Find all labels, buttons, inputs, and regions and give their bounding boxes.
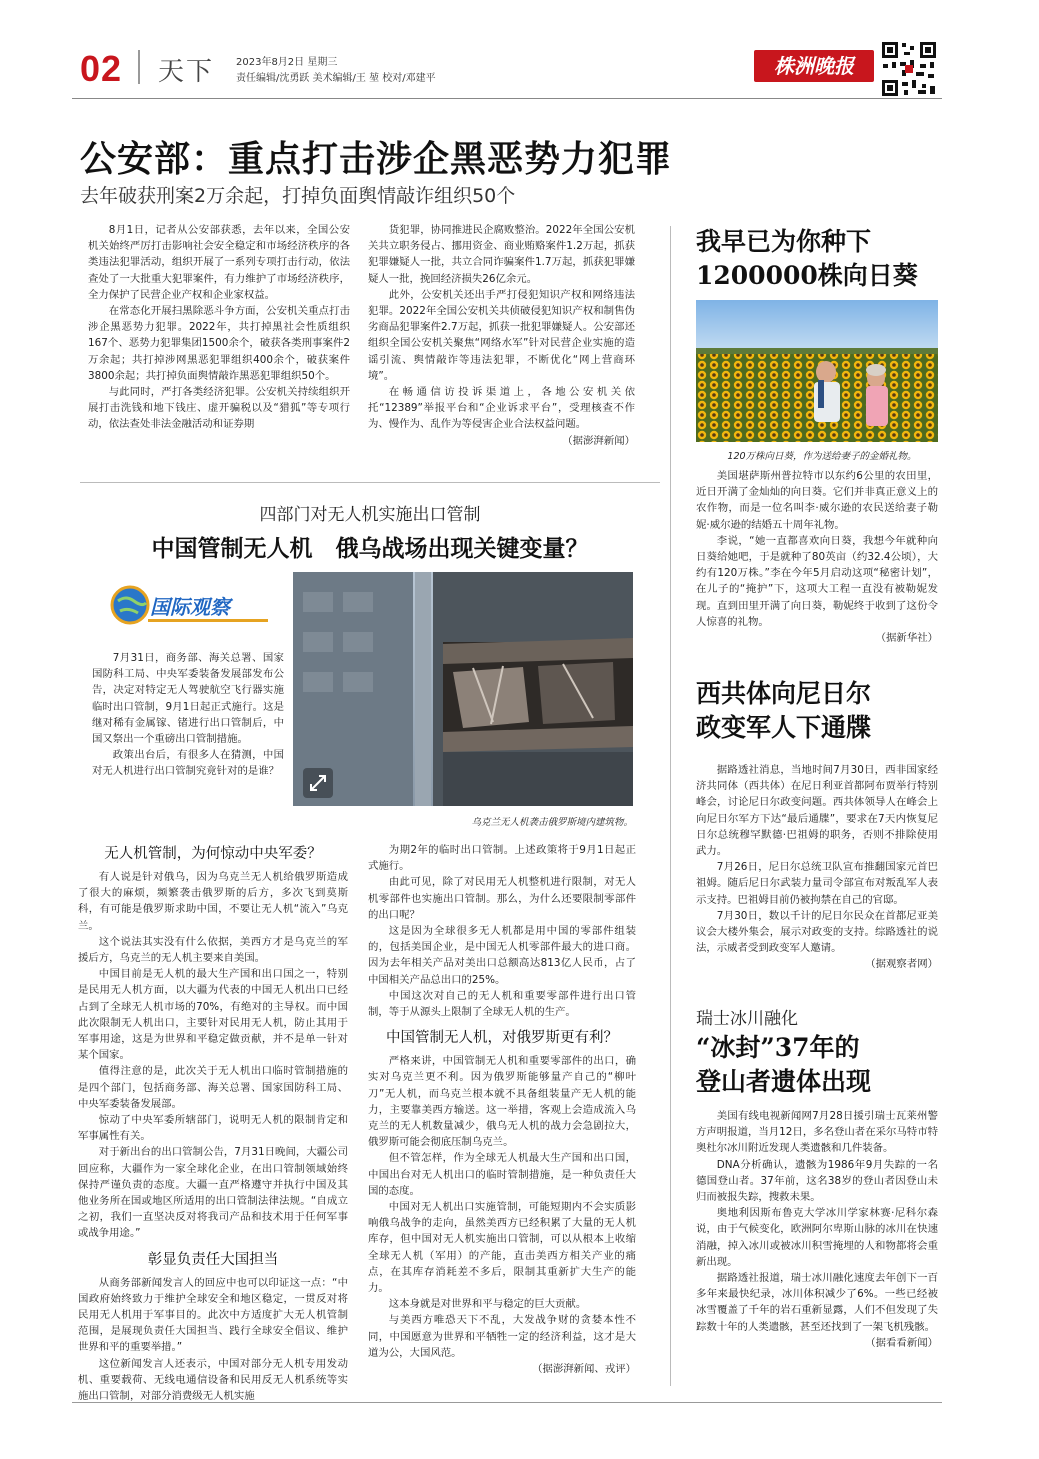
story-divider	[80, 482, 660, 483]
sunflower-headline-1: 我早已为你种下	[696, 227, 872, 256]
paragraph: 与美西方唯恐天下不乱，大发战争财的贪婪本性不同，中国愿意为世界和平牺牲一定的经济利益，这才是大道为公，大国风范。	[368, 1314, 636, 1359]
drone-intro	[92, 650, 284, 780]
paragraph: 由此可见，除了对民用无人机整机进行限制，对无人机零部件也实施出口管制。那么，为什么还要限制零部件的出口呢？	[368, 876, 636, 921]
section-heading: 无人机管制，为何惊动中央军委？	[104, 846, 322, 862]
paragraph: 奥地利因斯布鲁克大学冰川学家林赛·尼科尔森说，由于气候变化，欧洲阿尔卑斯山脉的冰川在快速消融，掉入冰川或被冰川积雪掩埋的人和物都将会重新出现。	[696, 1207, 938, 1268]
paragraph: 有人说是针对俄乌，因为乌克兰无人机给俄罗斯造成了很大的麻烦，频繁袭击俄罗斯的后方，多次飞到莫斯科，有可能是俄罗斯求助中国，不要让无人机“流入”乌克兰。	[78, 871, 348, 932]
paragraph: 美国有线电视新闻网7月28日援引瑞士瓦莱州警方声明报道，当月12日，多名登山者在采尔马特市特奥杜尔冰川附近发现人类遗骸和几件装备。	[696, 1110, 938, 1155]
paragraph: 这本身就是对世界和平与稳定的巨大贡献。	[388, 1298, 587, 1311]
page-number: 02	[80, 48, 123, 89]
globe-icon	[108, 583, 152, 627]
international-badge	[108, 583, 288, 627]
lead-subheadline: 去年破获刑案2万余起，打掉负面舆情敲诈组织50个	[80, 185, 516, 207]
drone-kicker: 四部门对无人机实施出口管制	[259, 505, 481, 525]
glacier-headline-2: 登山者遗体出现	[696, 1067, 872, 1096]
paragraph: 对于新出台的出口管制公告，7月31日晚间，大疆公司回应称，大疆作为一家全球化企业，在出口管制领域始终保持严谨负责的态度。大疆一直严格遵守并执行中国及其他业务所在国或地区所适用的出口管制法律法规。“自成立之初，我们一直坚决反对将我司产品和技术用于任何军事或战争用途。”	[78, 1146, 348, 1240]
glacier-kicker: 瑞士冰川融化	[696, 1009, 798, 1029]
paragraph: 据路透社报道，瑞士冰川融化速度去年创下一百多年来最快纪录，冰川体积减少了6%。一些已经被冰雪覆盖了千年的岩石重新显露，人们不但发现了失踪数十年的人类遗骸，甚至还找到了一架飞机残骸。	[696, 1272, 938, 1333]
header-rule	[72, 98, 942, 99]
glacier-body	[696, 1108, 938, 1351]
badge-label: 国际观察	[150, 595, 230, 619]
section-heading: 彰显负责任大国担当	[147, 1251, 279, 1268]
ecowas-headline-1: 西共体向尼日尔	[696, 679, 872, 708]
paragraph: 惊动了中央军委所辖部门，说明无人机的限制肯定和军事属性有关。	[78, 1114, 348, 1143]
sunflower-headline-2: 1200000株向日葵	[696, 261, 918, 290]
page-header	[72, 38, 942, 100]
section-heading: 中国管制无人机，对俄罗斯更有利？	[386, 1030, 618, 1047]
source-credit: （据澎湃新闻）	[562, 434, 635, 447]
paragraph: 从商务部新闻发言人的回应中也可以印证这一点：“中国政府始终致力于维护全球安全和地区稳定，一贯反对将民用无人机用于军事目的。此次中方适度扩大无人机管制范围，是展现负责任大国担当、践行全球安全倡议、维护世界和平的重要举措。”	[78, 1276, 348, 1354]
source-credit: （据看看新闻）	[865, 1336, 938, 1349]
column-divider	[670, 226, 671, 1386]
lead-headline: 公安部：重点打击涉企黑恶势力犯罪	[80, 139, 673, 180]
paragraph: 为期2年的临时出口管制。上述政策将于9月1日起正式施行。	[368, 844, 636, 873]
source-credit: （据观察者网）	[865, 958, 938, 971]
paragraph: 中国对无人机出口实施管制，可能短期内不会实质影响俄乌战争的走向，虽然美西方已经积累了大量的无人机库存，但中国对无人机实施出口管制，可以从根本上收缩全球无人机（军用）的产能，直击美西方相关产业的痛点，在其库存消耗差不多后，限制其重新扩大生产的能力。	[368, 1201, 636, 1295]
sunflower-photo	[696, 300, 938, 442]
paragraph: 在畅通信访投诉渠道上，各地公安机关依托“12389”举报平台和“企业诉求平台”，受理核查不作为、慢作为、乱作为等侵害企业合法权益问题。	[368, 386, 635, 431]
ecowas-body	[696, 762, 938, 973]
glacier-headline-1: “冰封”37年的	[696, 1033, 860, 1062]
paragraph: 据路透社消息，当地时间7月30日，西非国家经济共同体（西共体）在尼日利亚首都阿布贾举行特别峰会，讨论尼日尔政变问题。西共体领导人在峰会上向尼日尔军方下达“最后通牒”，要求在7天内恢复尼日尔总统穆罕默德·巴祖姆的职务，否则不排除使用武力。	[696, 764, 938, 858]
paragraph: 7月26日，尼日尔总统卫队宣布推翻国家元首巴祖姆。随后尼日尔武装力量司令部宣布对叛乱军人表示支持。巴祖姆目前仍被拘禁在自己的官邸。	[696, 861, 938, 906]
qr-code-icon	[880, 40, 938, 98]
source-credit: （据澎湃新闻、戎评）	[532, 1363, 636, 1376]
ecowas-headline-2: 政变军人下通牒	[696, 713, 872, 742]
paragraph: 这个说法其实没有什么依据，美西方才是乌克兰的军援后方，乌克兰的无人机主要来自美国。	[78, 935, 348, 965]
paragraph: 这是因为全球很多无人机都是用中国的零部件组装的，包括美国企业，是中国无人机零部件最大的进口商。因为去年相关产品对美出口总额高达813亿人民币，占了中国相关产品总出口的25%。	[368, 925, 636, 986]
paragraph: 美国堪萨斯州普拉特市以东约6公里的农田里，近日开满了金灿灿的向日葵。它们并非真正意义上的农作物，而是一位名叫李·威尔逊的农民送给妻子勒妮·威尔逊的结婚五十周年礼物。	[696, 470, 938, 531]
paragraph: 李说，“她一直都喜欢向日葵，我想今年就种向日葵给她吧，于是就种了80英亩（约32.4公顷），大约有120万株。”李在今年5月启动这项“秘密计划”，在儿子的“掩护”下，这项大工程一直没有被勒妮发现。直到田里开满了向日葵，勒妮终于收到了这份令人惊喜的礼物。	[696, 534, 938, 628]
paragraph: 8月1日，记者从公安部获悉，去年以来，全国公安机关始终严厉打击影响社会安全稳定和市场经济秩序的各类违法犯罪活动，组织开展了一系列专项打击行动，依法查处了一大批重大犯罪案件，有力维护了市场经济秩序，全力保护了民营企业产权和企业家权益。	[88, 224, 350, 301]
paragraph: 此外，公安机关还出手严打侵犯知识产权和网络违法犯罪。2022年全国公安机关共侦破侵犯知识产权和制售伪劣商品犯罪案件2.7万起，抓获一批犯罪嫌疑人。公安部还组织全国公安机关聚焦“网络水军”针对民营企业实施的造谣引流、舆情敲诈等违法犯罪，不断优化“网上营商环境”。	[368, 288, 635, 382]
drone-headline: 中国管制无人机 俄乌战场出现关键变量？	[151, 535, 589, 562]
issue-date: 2023年8月2日 星期三	[236, 57, 338, 68]
paragraph: 7月30日，数以千计的尼日尔民众在首都尼亚美议会大楼外集会，展示对政变的支持。综路透社的说法，示威者受到政变军人邀请。	[696, 909, 938, 955]
paragraph: 这位新闻发言人还表示，中国对部分无人机专用发动机、重要载荷、无线电通信设备和民用反无人机系统等实施出口管制，对部分消费级无人机实施	[78, 1357, 348, 1403]
lead-column-1	[88, 222, 350, 433]
lead-column-2	[368, 222, 635, 449]
paragraph: 值得注意的是，此次关于无人机出口临时管制措施的是四个部门，包括商务部、海关总署、国家国防科工局、中央军委装备发展部。	[78, 1065, 348, 1110]
paragraph: 严格来讲，中国管制无人机和重要零部件的出口，确实对乌克兰更不利。因为俄罗斯能够量产自己的“柳叶刀”无人机，而乌克兰根本就不具备组装量产无人机的能力，主要靠美西方输送。这一举措，客观上会造成流入乌克兰的无人机数量减少，俄乌无人机的战力会急剧拉大，俄罗斯可能会彻底压制乌克兰。	[368, 1055, 636, 1149]
source-credit: （据新华社）	[875, 632, 938, 645]
header-divider	[138, 50, 140, 84]
editor-credits: 责任编辑/沈勇跃 美术编辑/王 堃 校对/邓建平	[236, 73, 436, 84]
paragraph: 中国目前是无人机的最大生产国和出口国之一，特别是民用无人机方面，以大疆为代表的中国无人机出口已经占到了全球无人机市场的70%，有绝对的主导权。而中国此次限制无人机出口，主要针对民用无人机，防止其用于军事用途，这是为世界和平稳定做贡献，并不是单一针对某个国家。	[78, 968, 348, 1062]
expand-icon[interactable]	[303, 768, 333, 798]
sunflower-caption: 120万株向日葵，作为送给妻子的金婚礼物。	[727, 451, 917, 462]
paragraph: DNA分析确认，遗骸为1986年9月失踪的一名德国登山者。37年前，这名38岁的登山者因登山未归而被报失踪，搜救未果。	[696, 1158, 938, 1204]
paragraph: 货犯罪，协同推进民企腐败整治。2022年全国公安机关共立职务侵占、挪用资金、商业贿赂案件1.2万起，抓获犯罪嫌疑人一批，共立合同诈骗案件1.7万起，抓获犯罪嫌疑人一批，挽回经济损失26亿余元。	[368, 224, 635, 285]
paragraph: 在常态化开展扫黑除恶斗争方面，公安机关重点打击涉企黑恶势力犯罪。2022年，共打掉黑社会性质组织167个、恶势力犯罪集团1500余个，破获各类刑事案件2万余起；共打掉涉网黑恶犯罪组织400余个，破获案件3800余起；共打掉负面舆情敲诈黑恶犯罪组织50个。	[88, 305, 350, 382]
newspaper-logo: 株洲晚报	[754, 50, 874, 82]
paragraph: 政策出台后，有很多人在猜测，中国对无人机进行出口管制究竟针对的是谁？	[92, 749, 284, 778]
drone-column-2	[368, 842, 636, 1377]
drone-column-1	[78, 842, 348, 1404]
building-photo	[293, 572, 633, 806]
paragraph: 但不管怎样，作为全球无人机最大生产国和出口国，中国出台对无人机出口的临时管制措施，是一种负责任大国的态度。	[368, 1152, 636, 1197]
section-name: 天下	[158, 57, 215, 87]
photo-caption: 乌克兰无人机袭击俄罗斯境内建筑物。	[471, 817, 633, 828]
paragraph: 中国这次对自己的无人机和重要零部件进行出口管制，等于从源头上限制了全球无人机的生产。	[368, 989, 636, 1019]
footer-rule	[72, 1402, 942, 1403]
sunflower-body	[696, 468, 938, 646]
badge-underline	[148, 619, 268, 622]
paragraph: 7月31日，商务部、海关总署、国家国防科工局、中央军委装备发展部发布公告，决定对特定无人驾驶航空飞行器实施临时出口管制，9月1日起正式施行。这是继对稀有金属镓、锗进行出口管制后，中国又祭出一个重磅出口管制措施。	[92, 652, 284, 746]
paragraph: 与此同时，严打各类经济犯罪。公安机关持续组织开展打击洗钱和地下钱庄、虚开骗税以及“猎狐”等专项行动，依法查处非法金融活动和证券期	[88, 386, 350, 431]
